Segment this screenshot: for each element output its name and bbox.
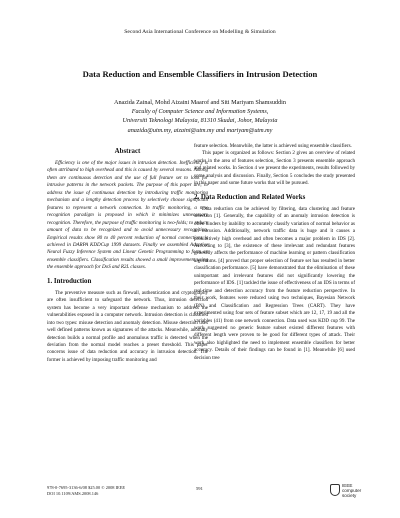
author-emails: anazida@utm.my, aizaini@utm.my and mariyam@utm.my: [127, 126, 273, 134]
author-names: Anazida Zainal, Mohd Aizaini Maarof and Siti Mariyam Shamsuddin: [113, 99, 286, 106]
section-2-heading: 2. Data Reduction and Related Works: [194, 193, 306, 201]
section-2-paragraph: Data reduction can be achieved by filtering, data clustering and feature selection [1]. Generally, the capability of an anomaly intrusion detection is often hinders by inability to accurately classify variation of normal behavior as an intrusion. Additionally, network traffic data is huge and it causes a prohibitively high overhead and often becomes a major problem in IDS [2]. According to [3], the existence of these irrelevant and redundant features generally affects the performance of machine learning or pattern classification algorithms. [4] proved that proper selection of feature set has resulted in better classification performance. [5] have demonstrated that the elimination of these unimportant and irrelevant features did not significantly lowering the performance of IDS. [1] tackled the issue of effectiveness of an IDS in terms of real-time and detection accuracy from the feature reduction perspective. In their work, features were reduced using two techniques, Bayesian Network (BN) and Classification and Regression Trees (CART). They have experimented using four sets of feature subset which are 12, 17, 19 and all the variables (41) from one network connection. Data used was KDD cup 99. The work suggested no generic feature subset existed different features with different length were proven to be good for different types of attack. Their work also highlighted the need to implement ensemble classifiers for better accuracy. Details of their findings can be found in [1]. Meanwhile [6] used decision tree: [194, 205, 355, 361]
paper-title: Data Reduction and Ensemble Classifiers in Intrusion Detection: [82, 69, 318, 79]
logo-text-ieee: IEEE: [342, 483, 353, 488]
abstract-text: Efficiency is one of the major issues in intrusion detection. Inefficiency is often attributed to high overhead and this is caused by several reasons. Among them are continuous detection and the use of full feature set to look for intrusive patterns in the network packets. The purpose of this paper are; to address the issue of continuous detection by introducing traffic monitoring mechanism and a lengthy detection process by selectively choose significant features to represent a network connection. In traffic monitoring, a new recognition paradigm is proposed in which it minimizes unnecessary recognition. Therefore, the purpose of traffic monitoring is two-folds; to reduce amount of data to be recognized and to avoid unnecessary recognition. Empirical results show 80 to 40 percent reduction of normal connections is achieved in DARPA KDDCup 1999 datasets. Finally we assembled Adaptive Neural Fuzzy Inference System and Linear Genetic Programming to form an ensemble classifiers. Classification results showed a small improvement using the ensemble approach for DoS and R2L classes.: [47, 160, 208, 271]
ieee-computer-society-logo: [330, 482, 364, 498]
organization-paragraph: This paper is organized as follows: Section 2 gives an overview of related works in the area of features selection, Section 3 presents ensemble approach and related works. In Section 4 we present the experiments, results followed by some analysis and discussion. Finally, Section 5 concludes the study presented in this paper and some future works that will be pursued.: [194, 150, 355, 187]
doi-line: DOI 10.1109/AMS.2008.146: [47, 490, 99, 496]
left-column: [47, 148, 208, 364]
author-block: [20, 98, 380, 135]
conference-header: Second Asia International Conference on Modelling & Simulation: [124, 29, 276, 35]
logo-text: [342, 483, 361, 498]
right-column: [194, 143, 355, 362]
continuation-text: feature selection. Meanwhile, the latter is achieved using ensemble classifiers.: [194, 143, 352, 149]
shield-icon: [330, 484, 340, 496]
footer-publication-info: [47, 485, 125, 497]
introduction-heading: 1. Introduction: [47, 277, 92, 285]
affiliation-line-1: Faculty of Computer Science and Information Systems,: [131, 108, 269, 116]
introduction-text: The preventive measure such as firewall, authentication and cryptography are often insufficient to safeguard the network. Thus, intrusion detection system has become a very important defense mechanism to address the vulnerabilities exposed in a computer network. Intrusion detection is classified into two types: misuse detection and anomaly detection. Misuse detection uses well defined patterns known as signatures of the attacks. Meanwhile, anomaly detection builds a normal profile and anomalous traffic is detected when the deviation from the normal model reaches a preset threshold. This paper concerns issue of data reduction and accuracy in intrusion detection. The former is achieved by imposing traffic monitoring and: [47, 289, 208, 363]
isbn-line: 978-0-7695-3136-6/08 $25.00 © 2008 IEEE: [47, 485, 126, 490]
affiliation-line-2: Universiti Teknologi Malaysia, 81310 Skudai, Johor, Malaysia: [122, 117, 278, 125]
logo-text-society: society: [342, 493, 357, 498]
abstract-heading: Abstract: [114, 148, 141, 155]
logo-text-computer: computer: [342, 488, 362, 493]
page-number: 591: [196, 486, 203, 491]
